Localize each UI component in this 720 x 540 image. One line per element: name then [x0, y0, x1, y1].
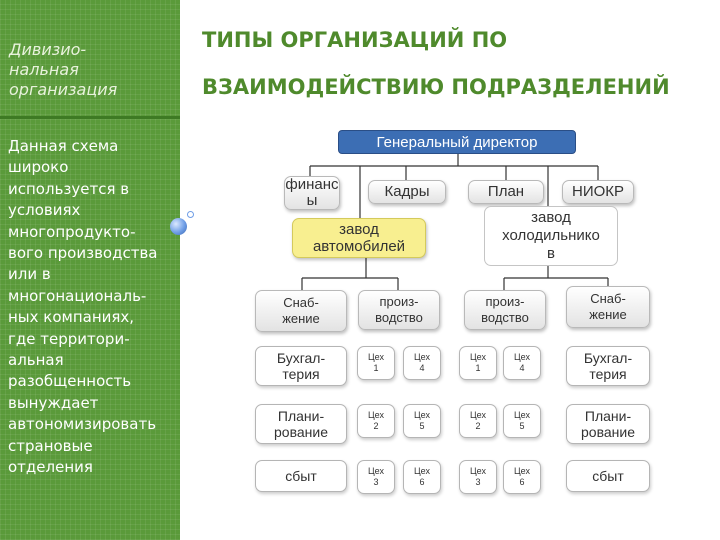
decorative-ball-icon	[170, 218, 187, 235]
finance-box: финанс ы	[285, 176, 339, 209]
fridges-supply-box: Снаб- жение	[566, 286, 650, 328]
decorative-ring-icon	[187, 211, 194, 218]
fridges-shop-4-box: Цех 4	[503, 346, 541, 380]
factory-cars-box: завод автомобилей	[292, 218, 426, 258]
fridges-shop-3-box: Цех 3	[459, 460, 497, 494]
cars-planning-box: Плани- рование	[255, 404, 347, 444]
heading-line-2: ВЗАИМОДЕЙСТВИЮ ПОДРАЗДЕЛЕНИЙ	[202, 75, 670, 99]
fridges-shop-1-box: Цех 1	[459, 346, 497, 380]
fridges-shop-6-box: Цех 6	[503, 460, 541, 494]
cars-production-box: произ- водство	[358, 290, 440, 330]
cars-accounting-box: Бухгал- терия	[255, 346, 347, 386]
fridges-shop-2-box: Цех 2	[459, 404, 497, 438]
plan-box: План	[468, 180, 544, 204]
fridges-accounting-box: Бухгал- терия	[566, 346, 650, 386]
fridges-shop-5-box: Цех 5	[503, 404, 541, 438]
sidebar-description: Данная схема широко используется в условиях многопродукто- вого производства или в многонациональ- ных компаниях, где территори- альная разобщенность вынуждает автономизировать страновые отделения	[8, 137, 158, 477]
general-director-box: Генеральный директор	[338, 130, 576, 154]
sidebar-title: Дивизио- нальная организация	[9, 40, 118, 99]
cars-shop-2-box: Цех 2	[357, 404, 395, 438]
heading-line-1: ТИПЫ ОРГАНИЗАЦИЙ ПО	[202, 28, 508, 52]
cars-shop-3-box: Цех 3	[357, 460, 395, 494]
cars-supply-box: Снаб- жение	[255, 290, 347, 332]
fridges-planning-box: Плани- рование	[566, 404, 650, 444]
cars-sales-box: сбыт	[255, 460, 347, 492]
sidebar	[0, 0, 180, 540]
cars-shop-4-box: Цех 4	[403, 346, 441, 380]
fridges-production-box: произ- водство	[464, 290, 546, 330]
hr-box: Кадры	[368, 180, 446, 204]
factory-fridges-box: завод холодильнико в	[484, 206, 618, 266]
cars-shop-6-box: Цех 6	[403, 460, 441, 494]
rnd-box: НИОКР	[562, 180, 634, 204]
cars-shop-1-box: Цех 1	[357, 346, 395, 380]
fridges-sales-box: сбыт	[566, 460, 650, 492]
sidebar-divider	[0, 116, 180, 119]
cars-shop-5-box: Цех 5	[403, 404, 441, 438]
